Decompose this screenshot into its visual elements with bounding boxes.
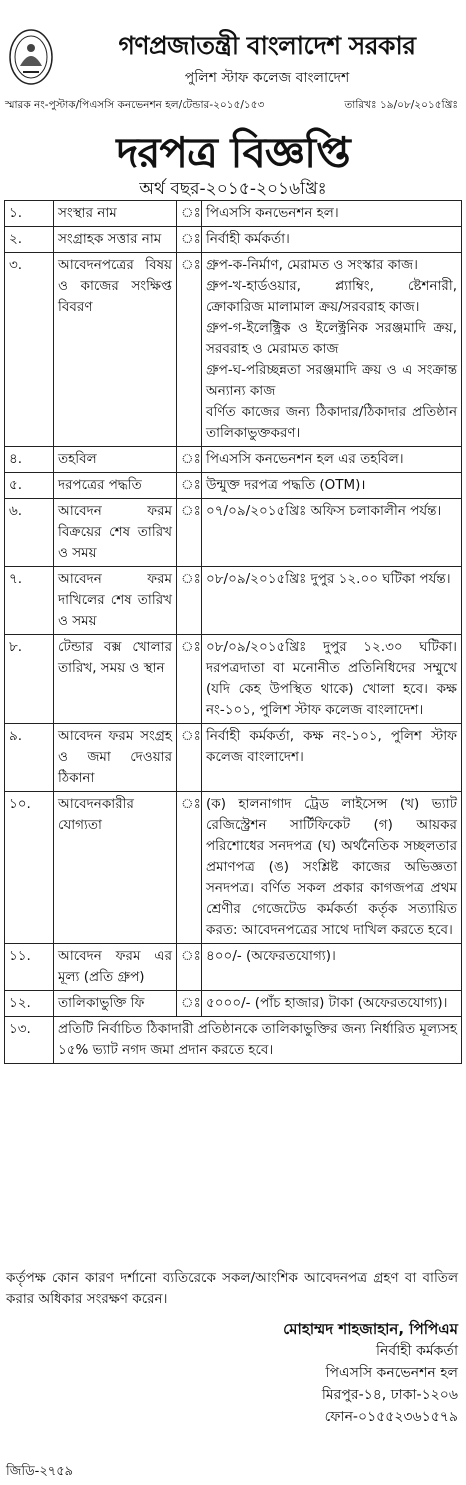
tender-details-table xyxy=(4,200,462,1064)
signatory-phone: ফোন-০১৫৫২৩৬১৫৭৯ xyxy=(324,1409,458,1425)
table-row xyxy=(5,253,462,447)
row-value: ০৮/০৯/২০১৫খ্রিঃ দুপুর ১২.০০ ঘটিকা পর্যন্ত। xyxy=(202,567,462,635)
table-row xyxy=(5,635,462,724)
government-title: গণপ্রজাতন্ত্রী বাংলাদেশ সরকার xyxy=(118,31,416,60)
row-serial: ৩. xyxy=(5,253,54,447)
row-separator: ঃ xyxy=(177,201,202,227)
row-field: টেন্ডার বক্স খোলার তারিখ, সময় ও স্থান xyxy=(54,635,177,724)
row-field: আবেদন ফরম দাখিলের শেষ তারিখ ও সময় xyxy=(54,567,177,635)
row-serial: ১৩. xyxy=(5,1017,54,1064)
row-serial: ১. xyxy=(5,201,54,227)
row-serial: ১০. xyxy=(5,792,54,944)
government-seal-icon xyxy=(8,28,54,86)
row-serial: ৪. xyxy=(5,447,54,473)
row-serial: ৬. xyxy=(5,499,54,567)
row-serial: ১১. xyxy=(5,944,54,991)
row-value: নির্বাহী কর্মকর্তা। xyxy=(202,227,462,253)
row-separator: ঃ xyxy=(177,792,202,944)
signatory-address: মিরপুর-১৪, ঢাকা-১২০৬ xyxy=(321,1387,458,1403)
authority-note: কর্তৃপক্ষ কোন কারণ দর্শানো ব্যতিরেকে সকল/আংশিক আবেদনপত্র গ্রহণ বা বাতিল করার অধিকার সংরক্ষণ করেন। xyxy=(6,1270,458,1307)
row-field: তহবিল xyxy=(54,447,177,473)
table-row xyxy=(5,567,462,635)
row-value: ০৭/০৯/২০১৫খ্রিঃ অফিস চলাকালীন পর্যন্ত। xyxy=(202,499,462,567)
notice-title: দরপত্র বিজ্ঞপ্তি xyxy=(116,128,350,177)
row-field: তালিকাভুক্তি ফি xyxy=(54,991,177,1017)
row-serial: ৯. xyxy=(5,724,54,792)
row-value: নির্বাহী কর্মকর্তা, কক্ষ নং-১০১, পুলিশ স্টাফ কলেজ বাংলাদেশ। xyxy=(202,724,462,792)
notice-date: তারিখঃ ১৯/০৮/২০১৫খ্রিঃ xyxy=(344,99,458,111)
row-separator: ঃ xyxy=(177,499,202,567)
row-serial: ৫. xyxy=(5,473,54,499)
row-value: গ্রুপ-ক-নির্মাণ, মেরামত ও সংস্কার কাজ। গ্রুপ-খ-হার্ডওয়ার, প্ল্যাম্বিং, ষ্টেশনারী, ক্রোকারিজ মালামাল ক্রয়/সরবরাহ কাজ। গ্রুপ-গ-ইলেক্ট্রিক ও ইলেক্ট্রনিক সরঞ্জমাদি ক্রয়, সরবরাহ ও মেরামত কাজ গ্রুপ-ঘ-পরিচ্ছন্নতা সরঞ্জমাদি ক্রয় ও এ সংক্রান্ত অন্যান্য কাজ বর্ণিত কাজের জন্য ঠিকাদার/ঠিকাদার প্রতিষ্ঠান তালিকাভুক্তকরণ। xyxy=(202,253,462,447)
row-value: উন্মুক্ত দরপত্র পদ্ধতি (OTM)। xyxy=(202,473,462,499)
table-row xyxy=(5,724,462,792)
row-field: আবেদন ফরম বিক্রয়ের শেষ তারিখ ও সময় xyxy=(54,499,177,567)
row-field: দরপত্রের পদ্ধতি xyxy=(54,473,177,499)
row-separator: ঃ xyxy=(177,473,202,499)
gd-number: জিডি-২৭৫৯ xyxy=(6,1464,74,1479)
signatory-office: পিএসসি কনভেনশন হল xyxy=(325,1365,458,1381)
row-full-text: প্রতিটি নির্বাচিত ঠিকাদারী প্রতিষ্ঠানকে তালিকাভুক্তির জন্য নির্ধারিত মূল্যসহ ১৫% ভ্যাট নগদ জমা প্রদান করতে হবে। xyxy=(54,1017,462,1064)
row-value: ৪০০/- (অফেরতযোগ্য)। xyxy=(202,944,462,991)
row-field: আবেদনকারীর যোগ্যতা xyxy=(54,792,177,944)
row-serial: ৭. xyxy=(5,567,54,635)
row-field: সংস্থার নাম xyxy=(54,201,177,227)
row-separator: ঃ xyxy=(177,635,202,724)
table-row xyxy=(5,499,462,567)
table-row xyxy=(5,447,462,473)
table-row xyxy=(5,944,462,991)
signature-block xyxy=(190,1318,458,1428)
row-value: পিএসসি কনভেনশন হল এর তহবিল। xyxy=(202,447,462,473)
row-field: সংগ্রাহক সত্তার নাম xyxy=(54,227,177,253)
row-value: ০৮/০৯/২০১৫খ্রিঃ দুপুর ১২.৩০ ঘটিকা। দরপত্রদাতা বা মনোনীত প্রতিনিধিদের সম্মুখে (যদি কেহ উপস্থিত থাকে) খোলা হবে। কক্ষ নং-১০১, পুলিশ স্টাফ কলেজ বাংলাদেশ। xyxy=(202,635,462,724)
row-field: আবেদন ফরম সংগ্রহ ও জমা দেওয়ার ঠিকানা xyxy=(54,724,177,792)
row-separator: ঃ xyxy=(177,447,202,473)
row-separator: ঃ xyxy=(177,567,202,635)
row-separator: ঃ xyxy=(177,227,202,253)
row-separator: ঃ xyxy=(177,944,202,991)
row-serial: ১২. xyxy=(5,991,54,1017)
row-value: পিএসসি কনভেনশন হল। xyxy=(202,201,462,227)
signatory-name: মোহাম্মদ শাহজাহান, পিপিএম xyxy=(283,1320,458,1338)
table-row xyxy=(5,227,462,253)
row-value: ৫০০০/- (পাঁচ হাজার) টাকা (অফেরতযোগ্য)। xyxy=(202,991,462,1017)
row-separator: ঃ xyxy=(177,724,202,792)
row-serial: ৮. xyxy=(5,635,54,724)
fiscal-year: অর্থ বছর-২০১৫-২০১৬খ্রিঃ xyxy=(139,179,327,199)
college-name: পুলিশ স্টাফ কলেজ বাংলাদেশ xyxy=(184,70,350,86)
table-row xyxy=(5,1017,462,1064)
row-separator: ঃ xyxy=(177,991,202,1017)
table-row xyxy=(5,991,462,1017)
row-serial: ২. xyxy=(5,227,54,253)
row-separator: ঃ xyxy=(177,253,202,447)
row-value: (ক) হালনাগাদ ট্রেড লাইসেন্স (খ) ভ্যাট রেজিস্ট্রেশন সার্টিফিকেট (গ) আয়কর পরিশোধের সনদপত্র (ঘ) অর্থনৈতিক সচ্ছলতার প্রমাণপত্র (ঙ) সংশ্লিষ্ট কাজের অভিজ্ঞতা সনদপত্র। বর্ণিত সকল প্রকার কাগজপত্র প্রথম শ্রেণীর গেজেটেড কর্মকর্তা কর্তৃক সত্যায়িত করত: আবেদনপত্রের সাথে দাখিল করতে হবে। xyxy=(202,792,462,944)
memo-number: স্মারক নং-পুস্টাক/পিএসসি কনভেনশন হল/টেন্ডার-২০১৫/১৫৩ xyxy=(5,99,265,111)
row-field: আবেদনপত্রের বিষয় ও কাজের সংক্ষিপ্ত বিবরণ xyxy=(54,253,177,447)
table-row xyxy=(5,201,462,227)
table-row xyxy=(5,473,462,499)
row-field: আবেদন ফরম এর মূল্য (প্রতি গ্রুপ) xyxy=(54,944,177,991)
table-row xyxy=(5,792,462,944)
signatory-designation: নির্বাহী কর্মকর্তা xyxy=(376,1343,458,1359)
